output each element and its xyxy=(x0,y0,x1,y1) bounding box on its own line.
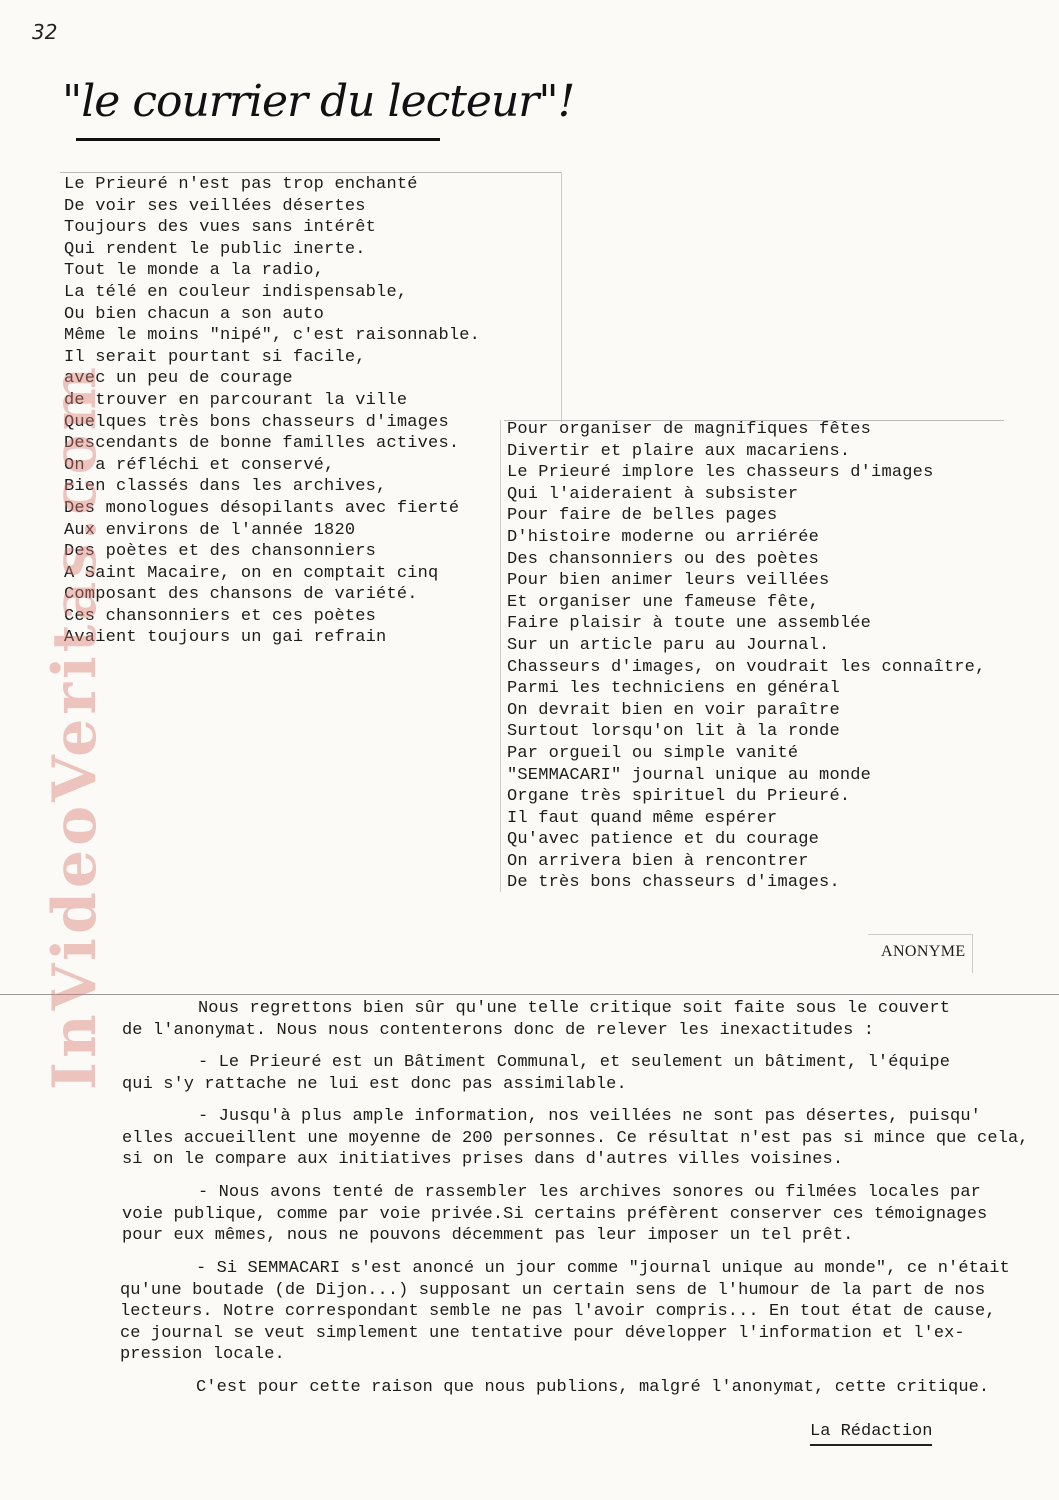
heading-underline xyxy=(76,138,440,141)
reply-line: si on le compare aux initiatives prises dans d'autres villes voisines. xyxy=(122,1150,844,1170)
poem-line: Par orgueil ou simple vanité xyxy=(507,743,799,763)
poem-line: Sur un article paru au Journal. xyxy=(507,635,830,655)
section-heading: "le courrier du lecteur"! xyxy=(62,76,575,127)
poem-line: Des poètes et des chansonniers xyxy=(64,542,377,562)
reply-line: de l'anonymat. Nous nous contenterons donc de relever les inexactitudes : xyxy=(122,1020,875,1040)
poem-line: Parmi les techniciens en général xyxy=(507,679,840,699)
poem-line: A Saint Macaire, on en comptait cinq xyxy=(64,563,439,583)
poem-line: Ou bien chacun a son auto xyxy=(64,304,325,324)
reply-line: lecteurs. Notre correspondant semble ne pas l'avoir compris... En tout état de cause, xyxy=(120,1302,996,1322)
poem-line: On arrivera bien à rencontrer xyxy=(507,851,809,871)
reply-line: qui s'y rattache ne lui est donc pas assimilable. xyxy=(122,1074,627,1094)
poem-line: La télé en couleur indispensable, xyxy=(64,282,408,302)
poem-line: Chasseurs d'images, on voudrait les connaître, xyxy=(507,657,986,677)
poem-line: Qui rendent le public inerte. xyxy=(64,239,366,259)
poem-line: Pour bien animer leurs veillées xyxy=(507,571,830,591)
reply-line: - Le Prieuré est un Bâtiment Communal, et seulement un bâtiment, l'équipe xyxy=(198,1053,951,1072)
poem-line: de trouver en parcourant la ville xyxy=(64,390,408,410)
poem-line: Surtout lorsqu'on lit à la ronde xyxy=(507,722,840,742)
poem-line: Qui l'aideraient à subsister xyxy=(507,484,799,504)
left-column-top-rule xyxy=(60,172,562,173)
reply-line: elles accueillent une moyenne de 200 personnes. Ce résultat n'est pas si mince que cela, xyxy=(122,1128,1029,1148)
poem-line: Composant des chansons de variété. xyxy=(64,585,418,605)
poem-line: Qu'avec patience et du courage xyxy=(507,830,820,850)
reply-line: Nous regrettons bien sûr qu'une telle critique soit faite sous le couvert xyxy=(198,999,951,1018)
reply-line: - Nous avons tenté de rassembler les archives sonores ou filmées locales par xyxy=(198,1183,981,1202)
reply-line: - Si SEMMACARI s'est anoncé un jour comme "journal unique au monde", ce n'était xyxy=(196,1259,1010,1278)
poem-line: Pour organiser de magnifiques fêtes xyxy=(507,420,872,439)
reply-line: qu'une boutade (de Dijon...) supposant un certain sens de l'humour de la part de nos xyxy=(120,1280,986,1300)
poem-line: Il faut quand même espérer xyxy=(507,808,778,828)
poem-line: On a réfléchi et conservé, xyxy=(64,455,335,475)
poem-line: Ces chansonniers et ces poètes xyxy=(64,606,377,626)
reply-paragraph-conclusion xyxy=(120,1377,989,1399)
poem-line: Faire plaisir à toute une assemblée xyxy=(507,614,872,634)
reply-line: C'est pour cette raison que nous publions, malgré l'anonymat, cette critique. xyxy=(196,1378,990,1397)
watermark: InVideoVeritas.com xyxy=(40,362,110,1090)
poem-line: On devrait bien en voir paraître xyxy=(507,700,840,720)
poem-line: Aux environs de l'année 1820 xyxy=(64,520,356,540)
poem-line: Tout le monde a la radio, xyxy=(64,261,325,281)
poem-line: D'histoire moderne ou arriérée xyxy=(507,527,820,547)
page-number: 32 xyxy=(32,20,58,44)
reply-paragraph-semmacari xyxy=(120,1258,1010,1366)
reply-paragraph-archives xyxy=(122,1182,987,1247)
poem-line: Quelques très bons chasseurs d'images xyxy=(64,412,449,432)
poem-line: Des monologues désopilants avec fierté xyxy=(64,498,460,518)
reply-line: pour eux mêmes, nous ne pouvons décemment pas leur imposer un tel prêt. xyxy=(122,1226,854,1246)
section-divider-rule xyxy=(0,994,1059,995)
poem-line: De très bons chasseurs d'images. xyxy=(507,873,840,893)
poem-line: Organe très spirituel du Prieuré. xyxy=(507,787,851,807)
poem-line: Le Prieuré n'est pas trop enchanté xyxy=(64,175,418,194)
poem-line: Il serait pourtant si facile, xyxy=(64,347,366,367)
poem-line: Pour faire de belles pages xyxy=(507,506,778,526)
poem-line: Divertir et plaire aux macariens. xyxy=(507,441,851,461)
poem-line: De voir ses veillées désertes xyxy=(64,196,366,216)
poem-line: Des chansonniers ou des poètes xyxy=(507,549,820,569)
poem-right-column xyxy=(507,419,985,894)
poem-line: Le Prieuré implore les chasseurs d'images xyxy=(507,463,934,483)
reply-line: voie publique, comme par voie privée.Si certains préfèrent conserver ces témoignages xyxy=(122,1204,988,1224)
closing-signature: La Rédaction xyxy=(810,1421,932,1446)
reply-paragraph-veillees xyxy=(122,1106,1029,1171)
poem-line: Toujours des vues sans intérêt xyxy=(64,218,377,238)
reply-paragraph-batiment xyxy=(122,1052,950,1095)
reply-line: ce journal se veut simplement une tentative pour développer l'information et l'ex- xyxy=(120,1323,965,1343)
poem-line: Bien classés dans les archives, xyxy=(64,477,387,497)
reply-line: - Jusqu'à plus ample information, nos veillées ne sont pas désertes, puisqu' xyxy=(198,1107,981,1126)
poem-line: Avaient toujours un gai refrain xyxy=(64,628,387,648)
right-column-edge-rule xyxy=(500,420,501,892)
poem-line: "SEMMACARI" journal unique au monde xyxy=(507,765,872,785)
left-column-edge-rule xyxy=(561,172,562,422)
poem-left-column xyxy=(64,174,480,649)
poem-line: Descendants de bonne familles actives. xyxy=(64,434,460,454)
signature-anonyme: ANONYME xyxy=(881,943,966,960)
poem-line: Et organiser une fameuse fête, xyxy=(507,592,820,612)
poem-line: avec un peu de courage xyxy=(64,369,293,389)
reply-paragraph-intro xyxy=(122,998,950,1041)
poem-line: Même le moins "nipé", c'est raisonnable. xyxy=(64,326,481,346)
reply-line: pression locale. xyxy=(120,1345,285,1365)
